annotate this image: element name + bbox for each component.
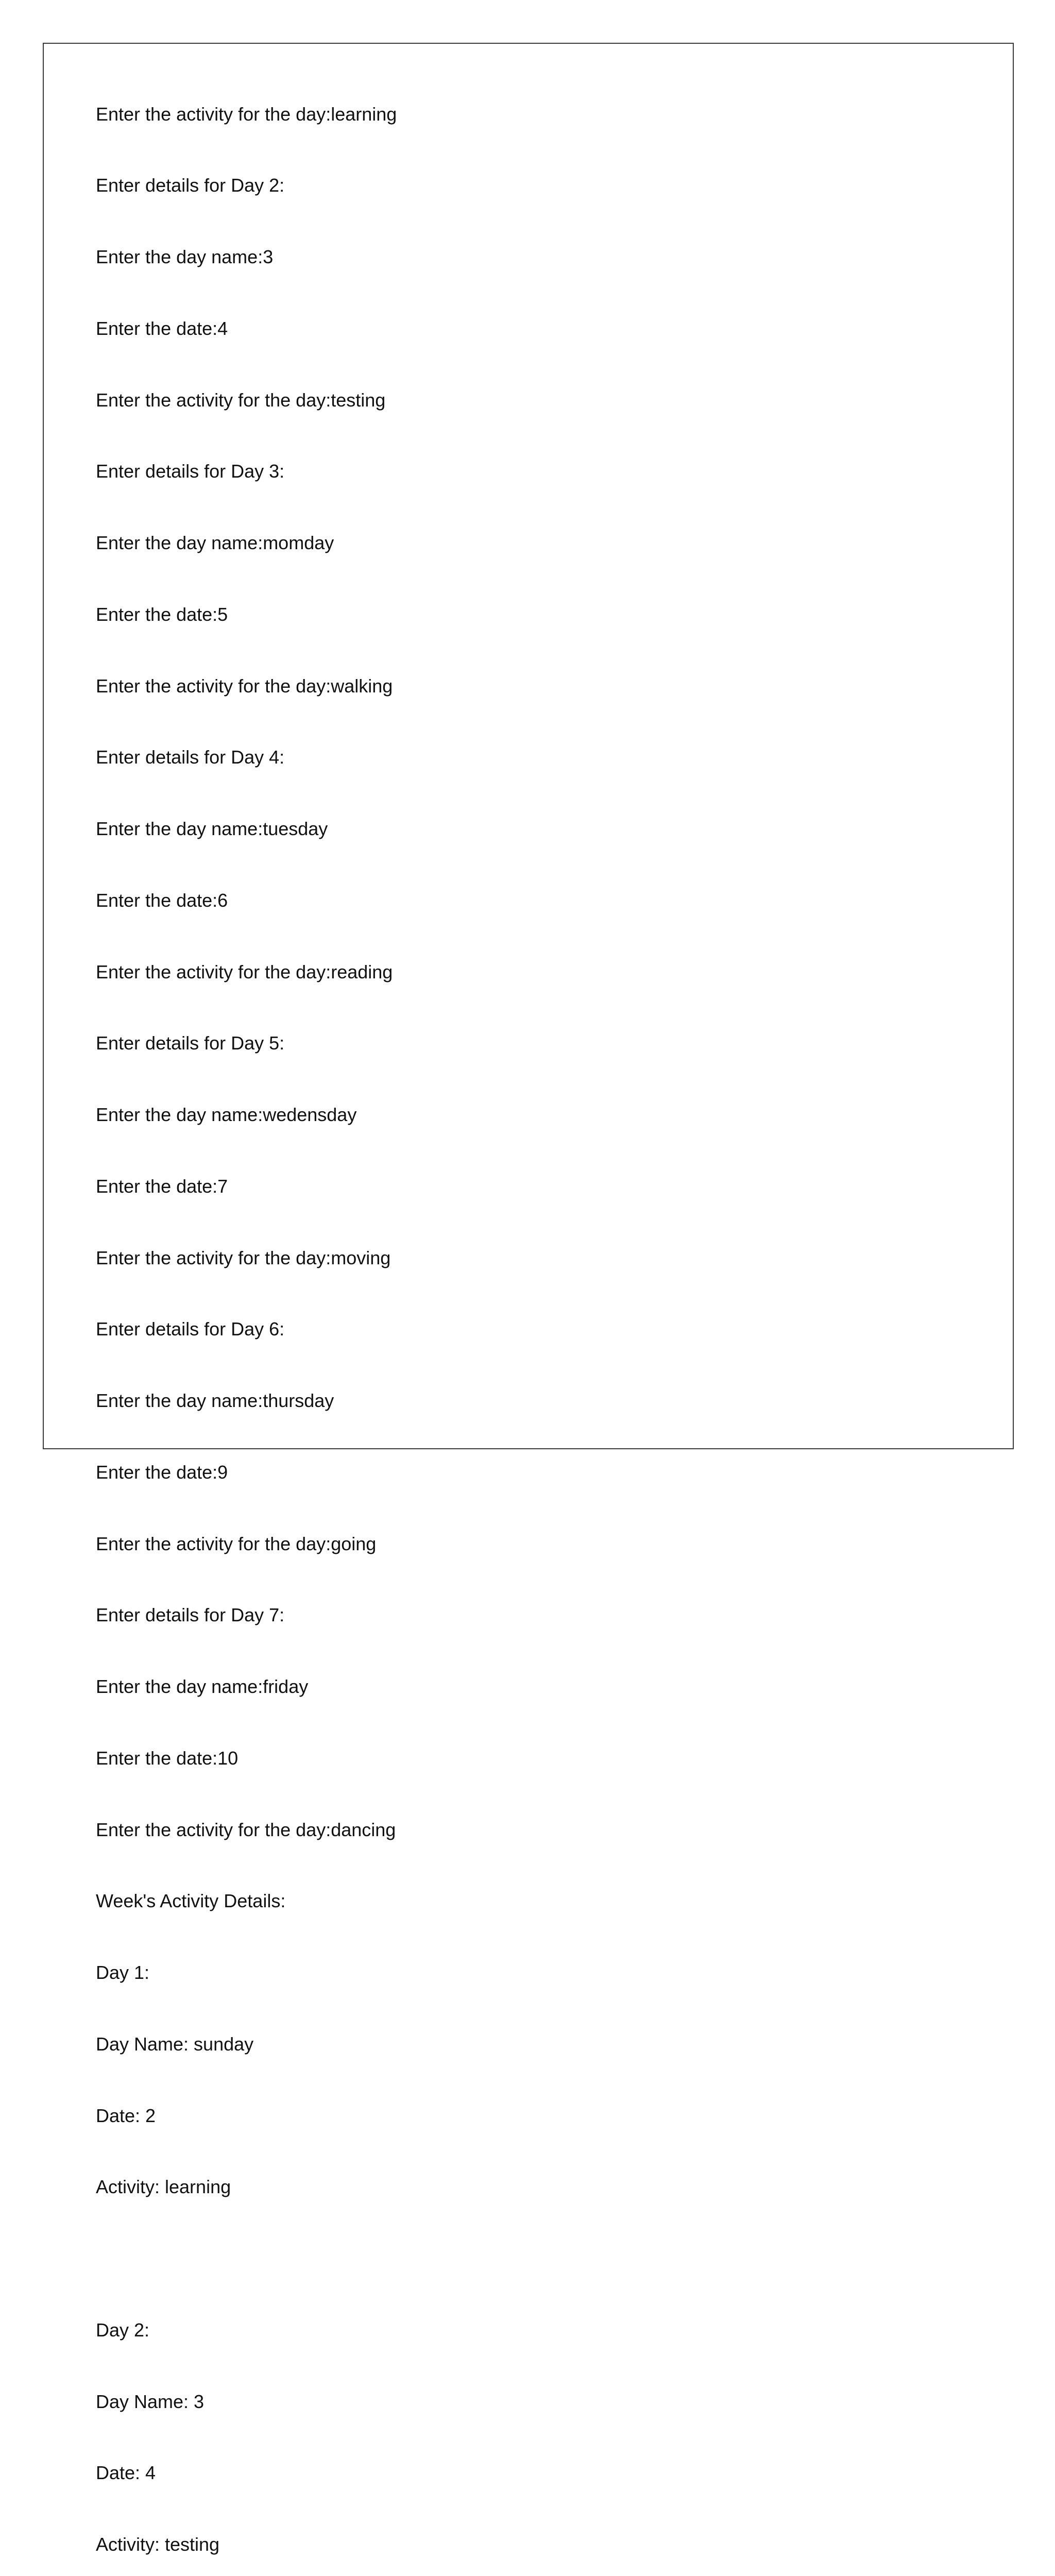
output-line: Enter the date:10 (96, 1747, 239, 1769)
output-line: Enter the activity for the day:learning (96, 103, 397, 125)
output-line: Enter details for Day 4: (96, 747, 285, 768)
output-line: Enter the date:6 (96, 889, 228, 911)
output-line: Activity: testing (96, 2534, 220, 2555)
output-line: Enter the activity for the day:testing (96, 389, 386, 411)
output-line: Day 1: (96, 1962, 150, 1983)
blank-line (96, 2247, 397, 2270)
output-line: Enter the activity for the day:dancing (96, 1819, 396, 1840)
output-line: Date: 4 (96, 2462, 156, 2484)
output-line: Enter details for Day 3: (96, 461, 285, 482)
output-line: Enter the activity for the day:going (96, 1533, 377, 1554)
output-line: Day Name: 3 (96, 2391, 205, 2412)
program-output (96, 55, 397, 2576)
output-line: Enter the activity for the day:moving (96, 1247, 391, 1268)
output-line: Enter the activity for the day:reading (96, 961, 393, 982)
output-line: Enter details for Day 5: (96, 1032, 285, 1054)
output-line: Enter the day name:tuesday (96, 818, 328, 839)
output-line: Date: 2 (96, 2105, 156, 2126)
output-line: Activity: learning (96, 2176, 231, 2198)
output-line: Enter the day name:friday (96, 1676, 309, 1697)
output-line: Enter details for Day 6: (96, 1318, 285, 1340)
output-line: Enter the day name:3 (96, 246, 274, 267)
output-line: Enter the date:5 (96, 603, 228, 625)
output-line: Enter the date:7 (96, 1175, 228, 1197)
output-line: Enter the activity for the day:walking (96, 675, 393, 697)
output-line: Enter details for Day 2: (96, 175, 285, 196)
summary-heading: Week's Activity Details: (96, 1890, 286, 1912)
output-line: Day 2: (96, 2319, 150, 2341)
output-line: Enter the day name:wedensday (96, 1104, 357, 1125)
output-line: Enter the date:9 (96, 1461, 228, 1483)
output-line: Enter the date:4 (96, 317, 228, 339)
output-line: Day Name: sunday (96, 2033, 254, 2055)
output-line: Enter the day name:thursday (96, 1390, 334, 1411)
output-line: Enter the day name:momday (96, 532, 334, 553)
output-line: Enter details for Day 7: (96, 1604, 285, 1626)
